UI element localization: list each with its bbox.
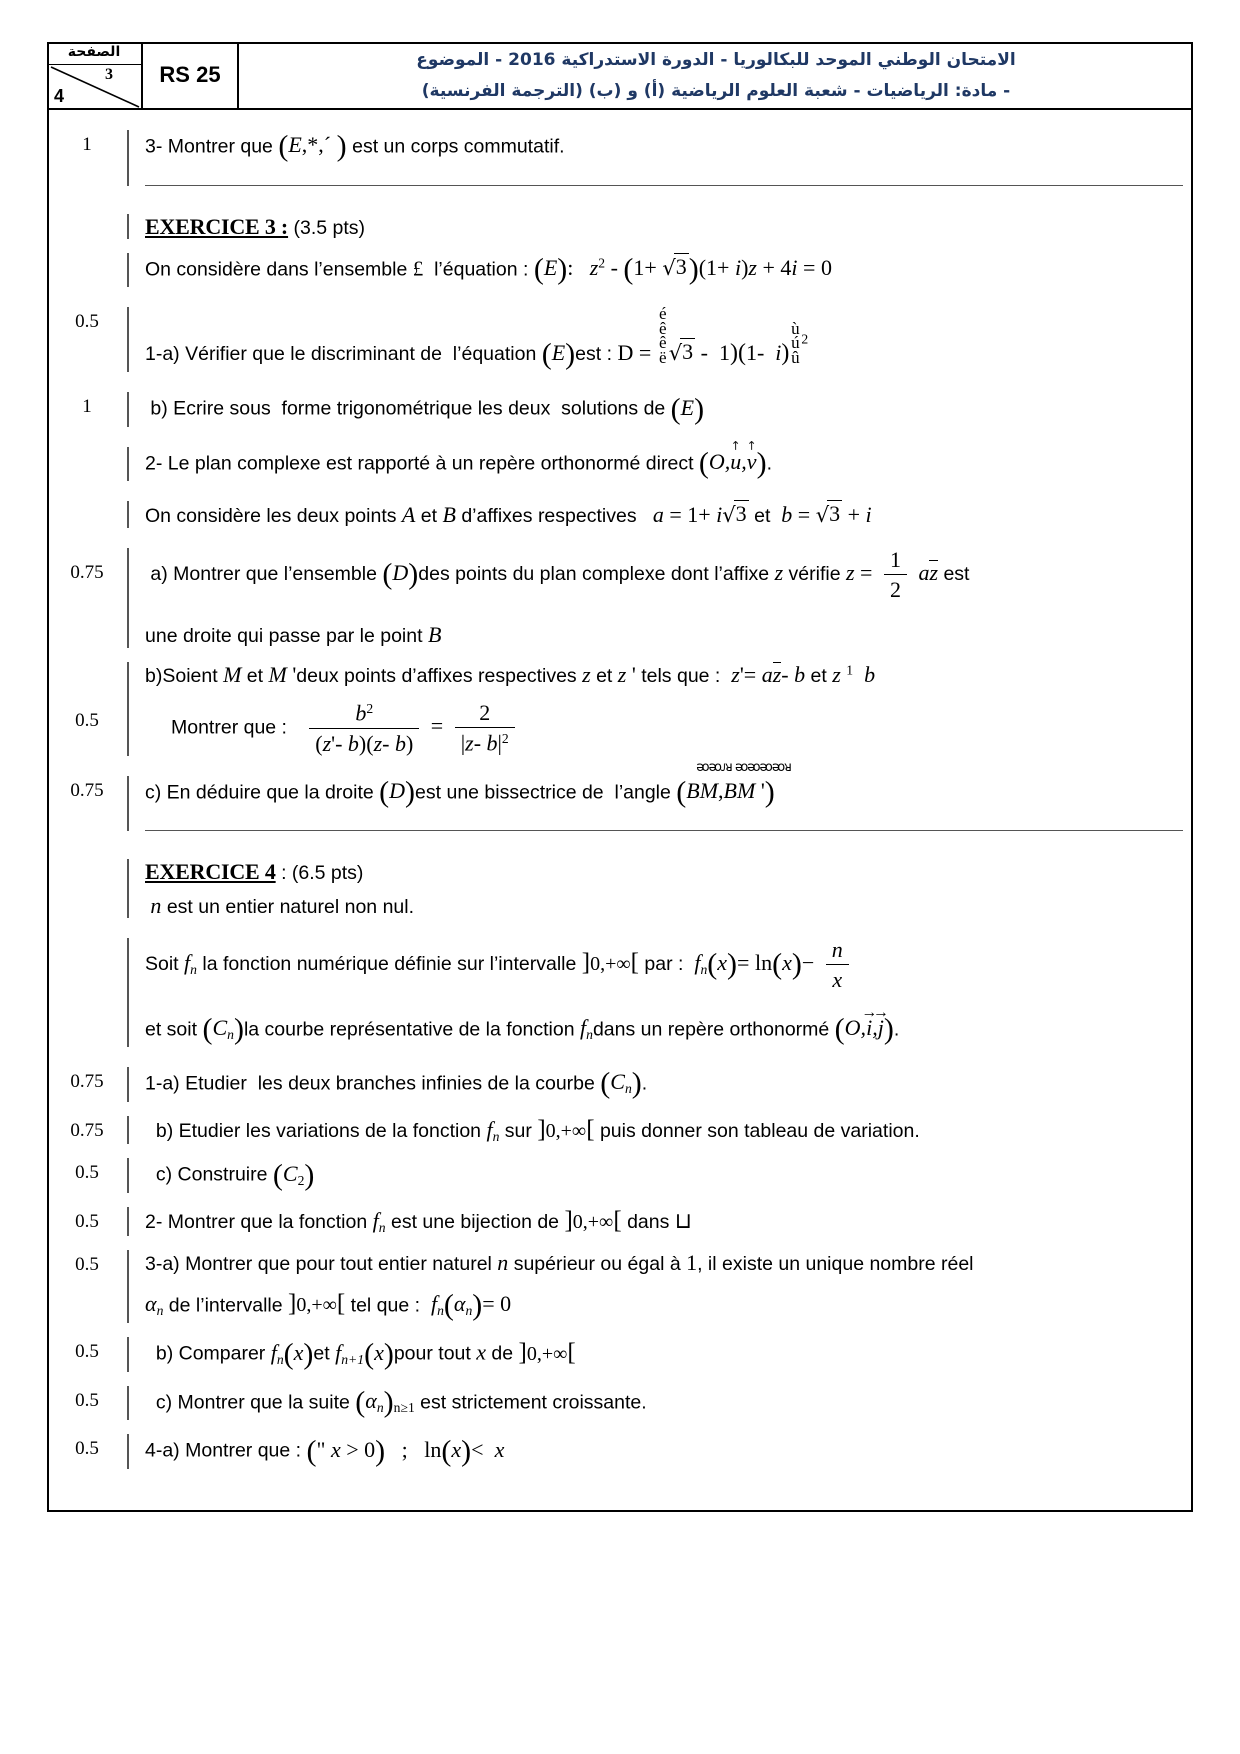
- item4-3b-label: b): [155, 1342, 174, 1365]
- exercise4-heading: EXERCICE 4: [145, 859, 276, 885]
- affix-a: a = 1+ i√3: [652, 501, 747, 528]
- item-2a-text-cont: une droite qui passe par le point B: [145, 622, 442, 648]
- mark-value: 0.5: [75, 709, 99, 731]
- exercise4-item-1b: [47, 1116, 1193, 1145]
- mark-value: 0.5: [75, 311, 99, 333]
- exercise4-item-2: [47, 1207, 1193, 1236]
- item4-1c-text: c) Construire (C2): [155, 1158, 315, 1192]
- item4-1a-label: 1-a): [145, 1072, 180, 1095]
- label-E: (E): [670, 392, 705, 426]
- discriminant-formula: D = é ê ê ë √3 - 1)(1- i) ù ú û $^2$: [617, 304, 809, 367]
- item4-1b-text: b) Etudier les variations de la fonction $f_n$ sur ]0,+∞[ puis donner son tableau de variation.: [155, 1115, 920, 1144]
- carryover-text: [145, 130, 1183, 165]
- bracket-artifact-right: ù ú û: [791, 318, 800, 367]
- item-2a-label: a): [150, 562, 168, 585]
- item4-2-body: [127, 1207, 1193, 1236]
- complex-set-symbol: £: [412, 256, 424, 281]
- item4-3b-body: [127, 1337, 1193, 1372]
- exercise3-item-2b: [47, 662, 1193, 756]
- exercise3-intro-body: [127, 253, 1193, 288]
- intro-text-a: On considère dans l’ensemble: [145, 258, 408, 281]
- mark-empty: [47, 214, 127, 218]
- item4-1c-label: c): [155, 1163, 173, 1186]
- item4-3a-text-cont: $\alpha_n$ de l’intervalle ]0,+∞[ tel que : $f_n(\alpha_n)= 0$: [145, 1288, 512, 1322]
- frame-Ouv: (O,u ↗,v ↗): [699, 449, 767, 474]
- function-definition: $f_n(x)= \ln(x)-$ $\frac{n}{x}$: [689, 950, 855, 975]
- label-E: (E): [541, 337, 576, 371]
- section-divider: [145, 185, 1183, 186]
- exercise4-body: [127, 859, 1193, 918]
- exercise3-body: [127, 214, 1193, 239]
- carryover-text-before: 3- Montrer que: [145, 135, 273, 158]
- fraction-right: $\frac{2}{|z- b|^2}$: [455, 701, 515, 756]
- page-fraction: [47, 65, 141, 109]
- mark-value: 1: [82, 134, 92, 155]
- page-label: الصفحة: [47, 42, 141, 65]
- item4-3a-label: 3-a): [145, 1252, 180, 1275]
- exercise3-item-2c: [47, 760, 1193, 832]
- exam-code: RS 25: [143, 42, 239, 108]
- exam-title-line2: - مادة: الرياضيات - شعبة العلوم الرياضية (أ) و (ب) (الترجمة الفرنسية): [421, 81, 1011, 101]
- item4-4a-body: [127, 1434, 1193, 1469]
- equation-E: $z^2 - (1+ √3)(1+ i)z + 4i = 0$: [589, 252, 832, 286]
- mark-value: 0.75: [70, 1071, 104, 1093]
- exercise4-line-n: n est un entier naturel non nul.: [150, 892, 415, 918]
- exercise3-heading-line: [145, 214, 1183, 239]
- item4-3a-text: 3-a) Montrer que pour tout entier naturel n supérieur ou égal à 1, il existe un unique nombre réel: [145, 1249, 974, 1275]
- item-1b-body: [127, 392, 1193, 427]
- mark-empty: [47, 501, 127, 505]
- mark-value: 0.5: [75, 1438, 99, 1460]
- exam-title-block: [239, 42, 1193, 108]
- exercise3-points: (3.5 pts): [293, 216, 366, 239]
- exam-header: [47, 42, 1193, 110]
- item-2b-label: b): [145, 664, 163, 687]
- exam-content: [47, 110, 1193, 1469]
- item4-4a-label: 4-a): [145, 1439, 180, 1462]
- item4-3b-text: b) Comparer $f_n(x)et$ $f_{n+1}(x)pour$ tout x de ]0,+∞[: [155, 1337, 576, 1371]
- exercise3-item-2a: [47, 548, 1193, 648]
- page-current: 3: [105, 66, 113, 83]
- exercise3-heading-row: [47, 214, 1193, 239]
- exercise4-def-text: Soit $f_n$ la fonction numérique définie sur l’intervalle ]0,+∞[ par : $f_n(x)= \ln(x)-$ $\frac{n}{x}$: [145, 938, 1183, 992]
- item-2-label: 2-: [145, 452, 163, 475]
- points-AB-body: [127, 501, 1193, 527]
- intro-text-b: l’équation :: [434, 258, 529, 281]
- reals-symbol-artifact: ⊔: [674, 1207, 692, 1233]
- exercise3-points-AB: [47, 501, 1193, 527]
- carryover-body: [127, 130, 1193, 186]
- mark-empty: [47, 447, 127, 451]
- item-2b-text: b)Soient M et M 'deux points d’affixes respectives z et z ' tels que : z'= az- b et z $^1$ b: [145, 661, 876, 687]
- mark-value: 0.75: [70, 561, 104, 583]
- item4-2-text: 2- Montrer que la fonction $f_n$ est une bijection de ]0,+∞[ dans ⊔: [145, 1206, 692, 1235]
- fraction-left: $\frac{b^2}{(z'- b)(z- b)}$: [309, 701, 419, 756]
- mark-value: 0.5: [75, 1162, 99, 1184]
- item4-4a-text: 4-a) Montrer que : (" x > 0) ; ln(x)< x: [145, 1434, 505, 1468]
- exercise4-item-1c: [47, 1158, 1193, 1193]
- exercise4-def-row: [47, 938, 1193, 1047]
- item-2c-label: c): [145, 781, 162, 804]
- item4-3a-body: [127, 1250, 1193, 1324]
- exercise3-intro-row: [47, 253, 1193, 288]
- item4-2-label: 2-: [145, 1210, 163, 1233]
- bracket-artifact-left: é ê ê ë: [658, 304, 667, 367]
- angle-BM-BMprime: ᴔᴔᴊᴚ ᴔᴔᴔᴔᴚ (BM,BM '): [676, 760, 791, 809]
- alpha-root-equation: $f_n(\alpha_n)= 0$: [425, 1288, 512, 1322]
- item-1b-text: b) Ecrire sous forme trigonométrique les deux solutions de (E): [150, 392, 705, 426]
- fraction-n-over-x: $\frac{n}{x}$: [826, 938, 849, 992]
- mark-value: 0.75: [70, 779, 104, 801]
- item4-1c-body: [127, 1158, 1193, 1193]
- carryover-math: (E,*,´ ): [278, 130, 347, 163]
- exercise3-item-2: [47, 447, 1193, 482]
- mark-value: 0.5: [75, 1389, 99, 1411]
- item-2-body: [127, 447, 1193, 482]
- fraction-one-half: $\frac{1}{2}$: [884, 548, 907, 602]
- affix-b: b = √3 + i: [775, 501, 872, 528]
- item-1b-label: b): [150, 397, 168, 420]
- exercise3-heading: EXERCICE 3 :: [145, 213, 289, 239]
- exercise4-item-3c: [47, 1386, 1193, 1421]
- mark-empty: [47, 938, 127, 942]
- vector-arrow-artifact: ᴔᴔᴊᴚ ᴔᴔᴔᴔᴚ: [696, 760, 791, 776]
- item4-1a-body: [127, 1067, 1193, 1102]
- points-AB-text: On considère les deux points A et B d’affixes respectives a = 1+ i√3 et b = √3 + i: [145, 501, 872, 528]
- interval-0-inf: ]0,+∞[: [581, 949, 639, 977]
- item-1a-label: 1-a): [145, 343, 180, 366]
- item-1a-text: 1-a) Vérifier que le discriminant de l’équation (E)est : D = é ê ê ë √3 - 1)(1- i) ù ú û $^2$: [145, 304, 809, 371]
- item4-3c-text: c) Montrer que la suite $(\alpha_n)_{n\ge 1}$ est strictement croissante.: [155, 1385, 647, 1419]
- equation-label: (E):: [533, 252, 574, 286]
- item-2a-body: [127, 548, 1193, 648]
- item-2a-text: a) Montrer que l’ensemble (D)des points du plan complexe dont l’affixe z vérifie z = $\frac{1}{2}$ az est: [150, 546, 970, 602]
- inequality-ln: (" x > 0) ; ln(x)< x: [306, 1434, 505, 1468]
- relation-z: z = $\frac{1}{2}$ az: [845, 546, 939, 602]
- item4-1b-label: b): [155, 1119, 174, 1142]
- item-2b-formula-line: Montrer que : $\frac{b^2}{(z'- b)(z- b)}$ = $\frac{2}{|z- b|^2}$: [145, 701, 1183, 756]
- exercise4-item-1a: [47, 1067, 1193, 1102]
- exercise4-item-3b: [47, 1337, 1193, 1372]
- page-number-cell: [47, 42, 143, 108]
- item-2c-body: [127, 760, 1193, 832]
- exercise3-item-1b: [47, 392, 1193, 427]
- item4-3c-label: c): [155, 1391, 173, 1414]
- mark-value: 0.5: [75, 1341, 99, 1363]
- carryover-text-after: est un corps commutatif.: [352, 135, 565, 158]
- exercise4-heading-row: [47, 859, 1193, 918]
- item4-1b-body: [127, 1116, 1193, 1145]
- page-total: 4: [54, 86, 65, 106]
- section-divider: [145, 830, 1183, 831]
- exercise4-item-3a: [47, 1250, 1193, 1324]
- relation-z-neq-b: z $^1$ b: [832, 661, 876, 687]
- item4-1a-text: 1-a) Etudier les deux branches infinies de la courbe $(C_n)$.: [145, 1067, 648, 1101]
- frame-Oij: (O,i →,j →): [835, 1015, 894, 1040]
- mark-value: 0.5: [75, 1210, 99, 1232]
- item-2c-text: c) En déduire que la droite (D)est une bissectrice de l’angle ᴔᴔᴊᴚ ᴔᴔᴔᴔᴚ (BM,BM '): [145, 760, 791, 809]
- mark-value: 1: [82, 396, 92, 418]
- mark-value: 0.5: [75, 1253, 99, 1275]
- exercise4-points: : (6.5 pts): [281, 862, 364, 885]
- mark-value: 0.75: [70, 1119, 104, 1141]
- exercise4-item-4a: [47, 1434, 1193, 1469]
- relation-zprime: z'= az- b: [725, 661, 806, 687]
- item4-3c-body: [127, 1386, 1193, 1421]
- item-2b-body: [127, 662, 1193, 756]
- item-1a-body: [127, 304, 1193, 372]
- mark-empty: [47, 859, 127, 863]
- exercise3-intro: [145, 253, 1183, 288]
- exercise4-heading-line: [145, 859, 1183, 884]
- exercise4-curve-text: et soit $(C_n)la$ courbe représentative de la fonction $f_ndans$ un repère orthonormé (O,i →,j →).: [145, 1013, 1183, 1048]
- identity-formula: $\frac{b^2}{(z'- b)(z- b)}$ = $\frac{2}{|z- b|^2}$: [303, 713, 521, 738]
- item-2-text: 2- Le plan complexe est rapporté à un repère orthonormé direct (O,u ↗,v ↗).: [145, 447, 1183, 482]
- exam-title-line1: الامتحان الوطني الموحد للبكالوريا - الدورة الاستدراكية 2016 - الموضوع: [416, 50, 1016, 70]
- mark-empty: [47, 253, 127, 257]
- exercise4-def-body: [127, 938, 1193, 1047]
- carryover-row: [47, 130, 1193, 186]
- exercise3-item-1a: [47, 304, 1193, 372]
